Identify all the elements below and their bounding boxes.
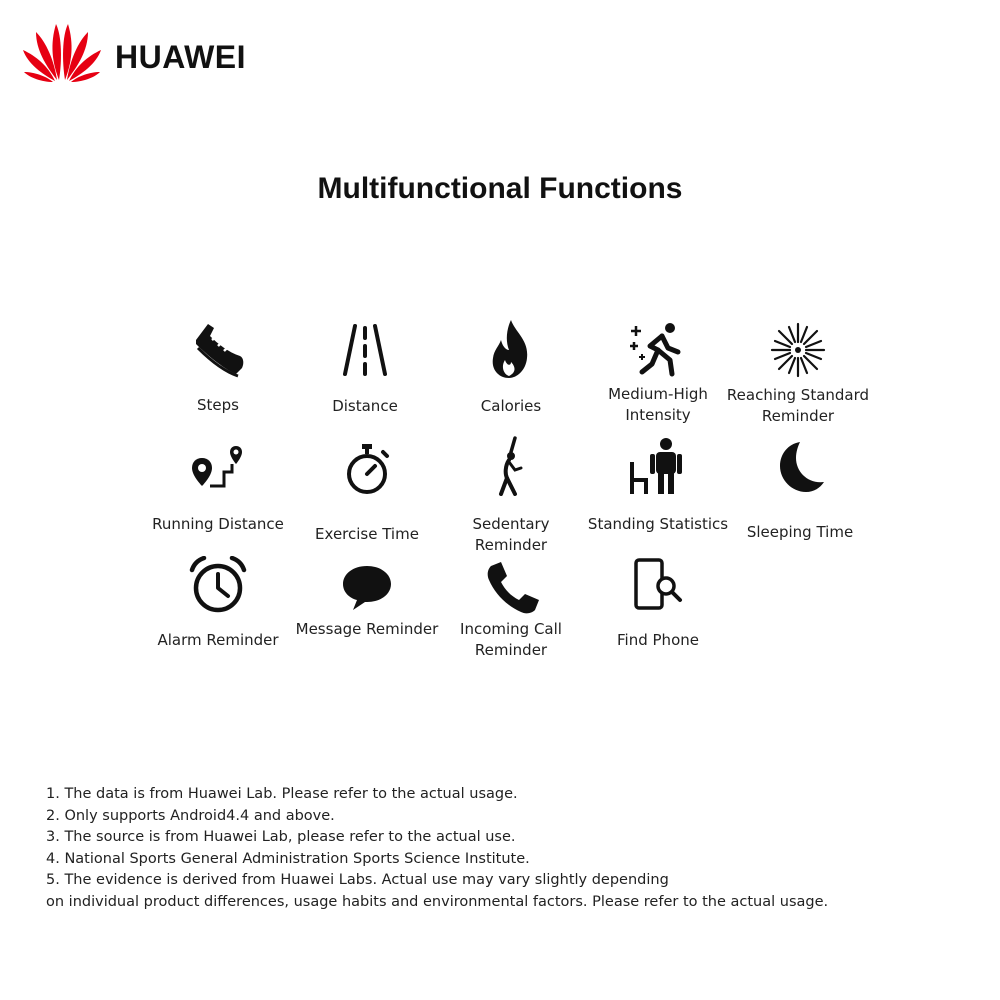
route-pin-icon	[188, 442, 248, 502]
stretching-person-icon	[481, 436, 541, 496]
feature-label: Incoming Call Reminder	[460, 620, 562, 659]
huawei-flower-icon	[22, 22, 102, 84]
sneaker-icon	[188, 318, 248, 378]
speech-bubble-icon	[337, 558, 397, 618]
firework-icon	[768, 320, 828, 380]
footnote-line: 5. The evidence is derived from Huawei Labs. Actual use may vary slightly depending	[46, 872, 669, 888]
feature-label: Sleeping Time	[746, 523, 854, 541]
sprinting-runner-icon	[628, 320, 688, 380]
chair-person-icon	[628, 436, 688, 496]
feature-label: Find Phone	[617, 631, 699, 649]
feature-label: Message Reminder	[295, 620, 439, 638]
phone-handset-icon	[481, 558, 541, 618]
stopwatch-icon	[337, 440, 397, 500]
feature-label: Alarm Reminder	[157, 631, 279, 649]
feature-label: Sedentary Reminder	[472, 515, 550, 554]
alarm-clock-icon	[188, 556, 248, 616]
feature-label: Running Distance	[152, 515, 284, 533]
flame-icon	[481, 318, 541, 378]
footnotes	[46, 784, 946, 913]
feature-label: Distance	[332, 397, 398, 415]
crescent-moon-icon	[770, 436, 830, 496]
feature-label: Exercise Time	[315, 525, 419, 543]
road-icon	[335, 320, 395, 380]
footnote-line: 4. National Sports General Administration Sports Science Institute.	[46, 850, 530, 867]
feature-label: Medium-High Intensity	[608, 385, 708, 424]
footnote-line: 2. Only supports Android4.4 and above.	[46, 807, 335, 824]
footnote-line: 3. The source is from Huawei Lab, please refer to the actual use.	[46, 829, 516, 845]
feature-label: Calories	[480, 397, 542, 415]
page-title: Multifunctional Functions	[317, 172, 683, 205]
feature-label: Standing Statistics	[587, 515, 729, 533]
footnote-line: on individual product differences, usage habits and environmental factors. Please refer to the actual usage.	[46, 893, 829, 910]
huawei-logo	[22, 22, 282, 84]
brand-name: HUAWEI	[115, 39, 246, 75]
footnote-line: 1. The data is from Huawei Lab. Please refer to the actual usage.	[46, 786, 518, 802]
feature-label: Reaching Standard Reminder	[726, 386, 870, 425]
phone-search-icon	[628, 556, 688, 616]
feature-label: Steps	[197, 396, 239, 414]
